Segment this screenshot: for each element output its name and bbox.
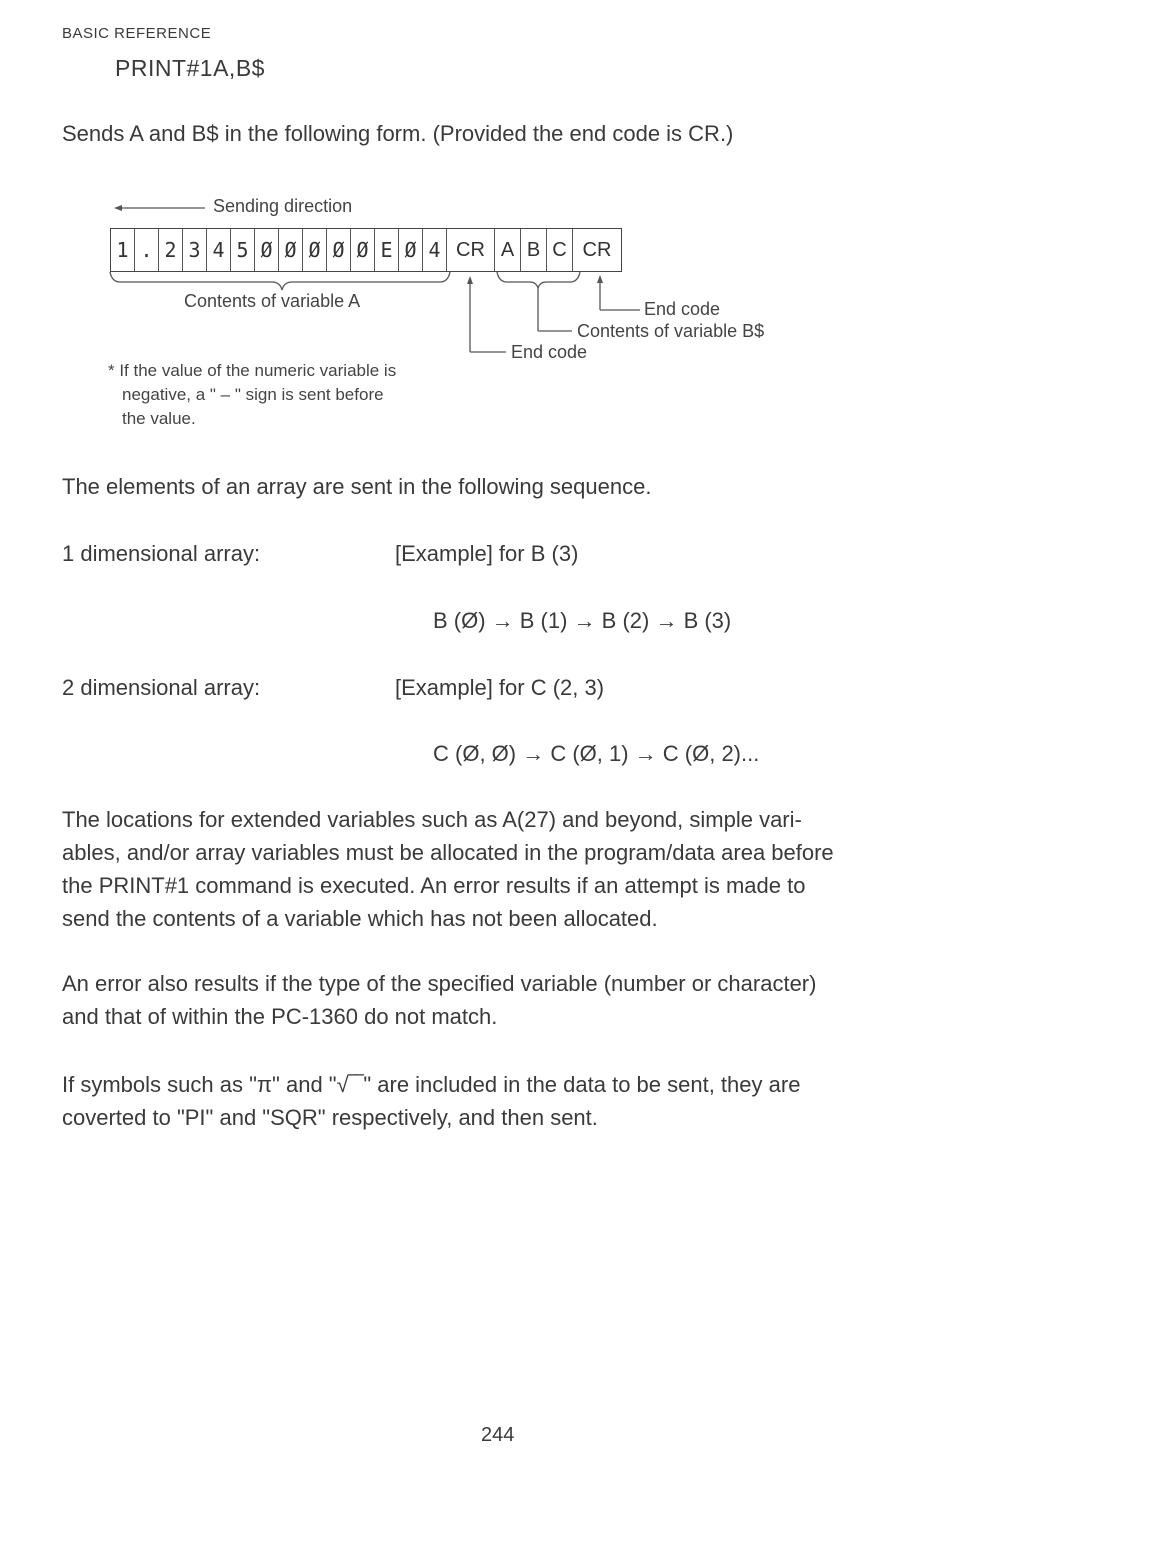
byte-cell: 4 [423, 229, 447, 271]
byte-cell: Ø [351, 229, 375, 271]
paragraph-line: the PRINT#1 command is executed. An error results if an attempt is made to [62, 873, 806, 898]
byte-cell: B [521, 229, 547, 271]
label-end-code-first: End code [511, 342, 588, 362]
intro-text: Sends A and B$ in the following form. (Provided the end code is CR.) [62, 121, 734, 146]
label-end-code-last: End code [644, 299, 721, 319]
paragraph-symbols [62, 1068, 800, 1134]
paragraph-line: send the contents of a variable which has not been allocated. [62, 906, 658, 931]
paragraph-type-error [62, 967, 816, 1033]
paragraph-line: An error also results if the type of the specified variable (number or character) [62, 971, 817, 996]
byte-cell: E [375, 229, 399, 271]
negative-note [108, 359, 396, 431]
array-intro: The elements of an array are sent in the following sequence. [62, 474, 652, 499]
byte-cell: Ø [303, 229, 327, 271]
label-variable-b: Contents of variable B$ [577, 321, 765, 341]
byte-cell: 1 [111, 229, 135, 271]
byte-cell: Ø [255, 229, 279, 271]
page-number: 244 [481, 1424, 515, 1446]
note-line: the value. [122, 409, 196, 428]
byte-cell-end-code: CR [447, 229, 495, 271]
byte-cell: 5 [231, 229, 255, 271]
byte-cell-end-code: CR [582, 238, 612, 261]
byte-cell: Ø [399, 229, 423, 271]
byte-cell: Ø [327, 229, 351, 271]
array-2d-example: [Example] for C (2, 3) [395, 675, 605, 700]
label-variable-a: Contents of variable A [184, 291, 361, 311]
paragraph-line: If symbols such as "π" and "√‾‾" are included in the data to be sent, they are [62, 1072, 801, 1097]
note-line: negative, a " – " sign is sent before [122, 385, 384, 404]
byte-cell: 3 [183, 229, 207, 271]
byte-cell: C [547, 229, 573, 271]
paragraph-line: ables, and/or array variables must be allocated in the program/data area before [62, 840, 834, 865]
array-2d-label: 2 dimensional array: [62, 675, 261, 700]
array-2d-sequence: C (Ø, Ø) → C (Ø, 1) → C (Ø, 2)... [433, 741, 760, 766]
array-1d-example: [Example] for B (3) [395, 541, 579, 566]
array-1d-label: 1 dimensional array: [62, 541, 261, 566]
byte-cell: Ø [279, 229, 303, 271]
array-1d-sequence: B (Ø) → B (1) → B (2) → B (3) [433, 608, 732, 633]
sending-direction-label: Sending direction [213, 196, 353, 216]
command-title: PRINT#1A,B$ [115, 55, 265, 81]
byte-cell: 2 [159, 229, 183, 271]
byte-cell: . [135, 229, 159, 271]
paragraph-line: The locations for extended variables such as A(27) and beyond, simple vari- [62, 807, 802, 832]
paragraph-line: and that of within the PC-1360 do not match. [62, 1004, 498, 1029]
paragraph-line: coverted to "PI" and "SQR" respectively, and then sent. [62, 1105, 598, 1130]
paragraph-allocation [62, 803, 834, 935]
note-line: * If the value of the numeric variable is [108, 361, 397, 380]
section-header: BASIC REFERENCE [62, 25, 212, 42]
byte-cell: A [495, 229, 521, 271]
byte-cell: 4 [207, 229, 231, 271]
